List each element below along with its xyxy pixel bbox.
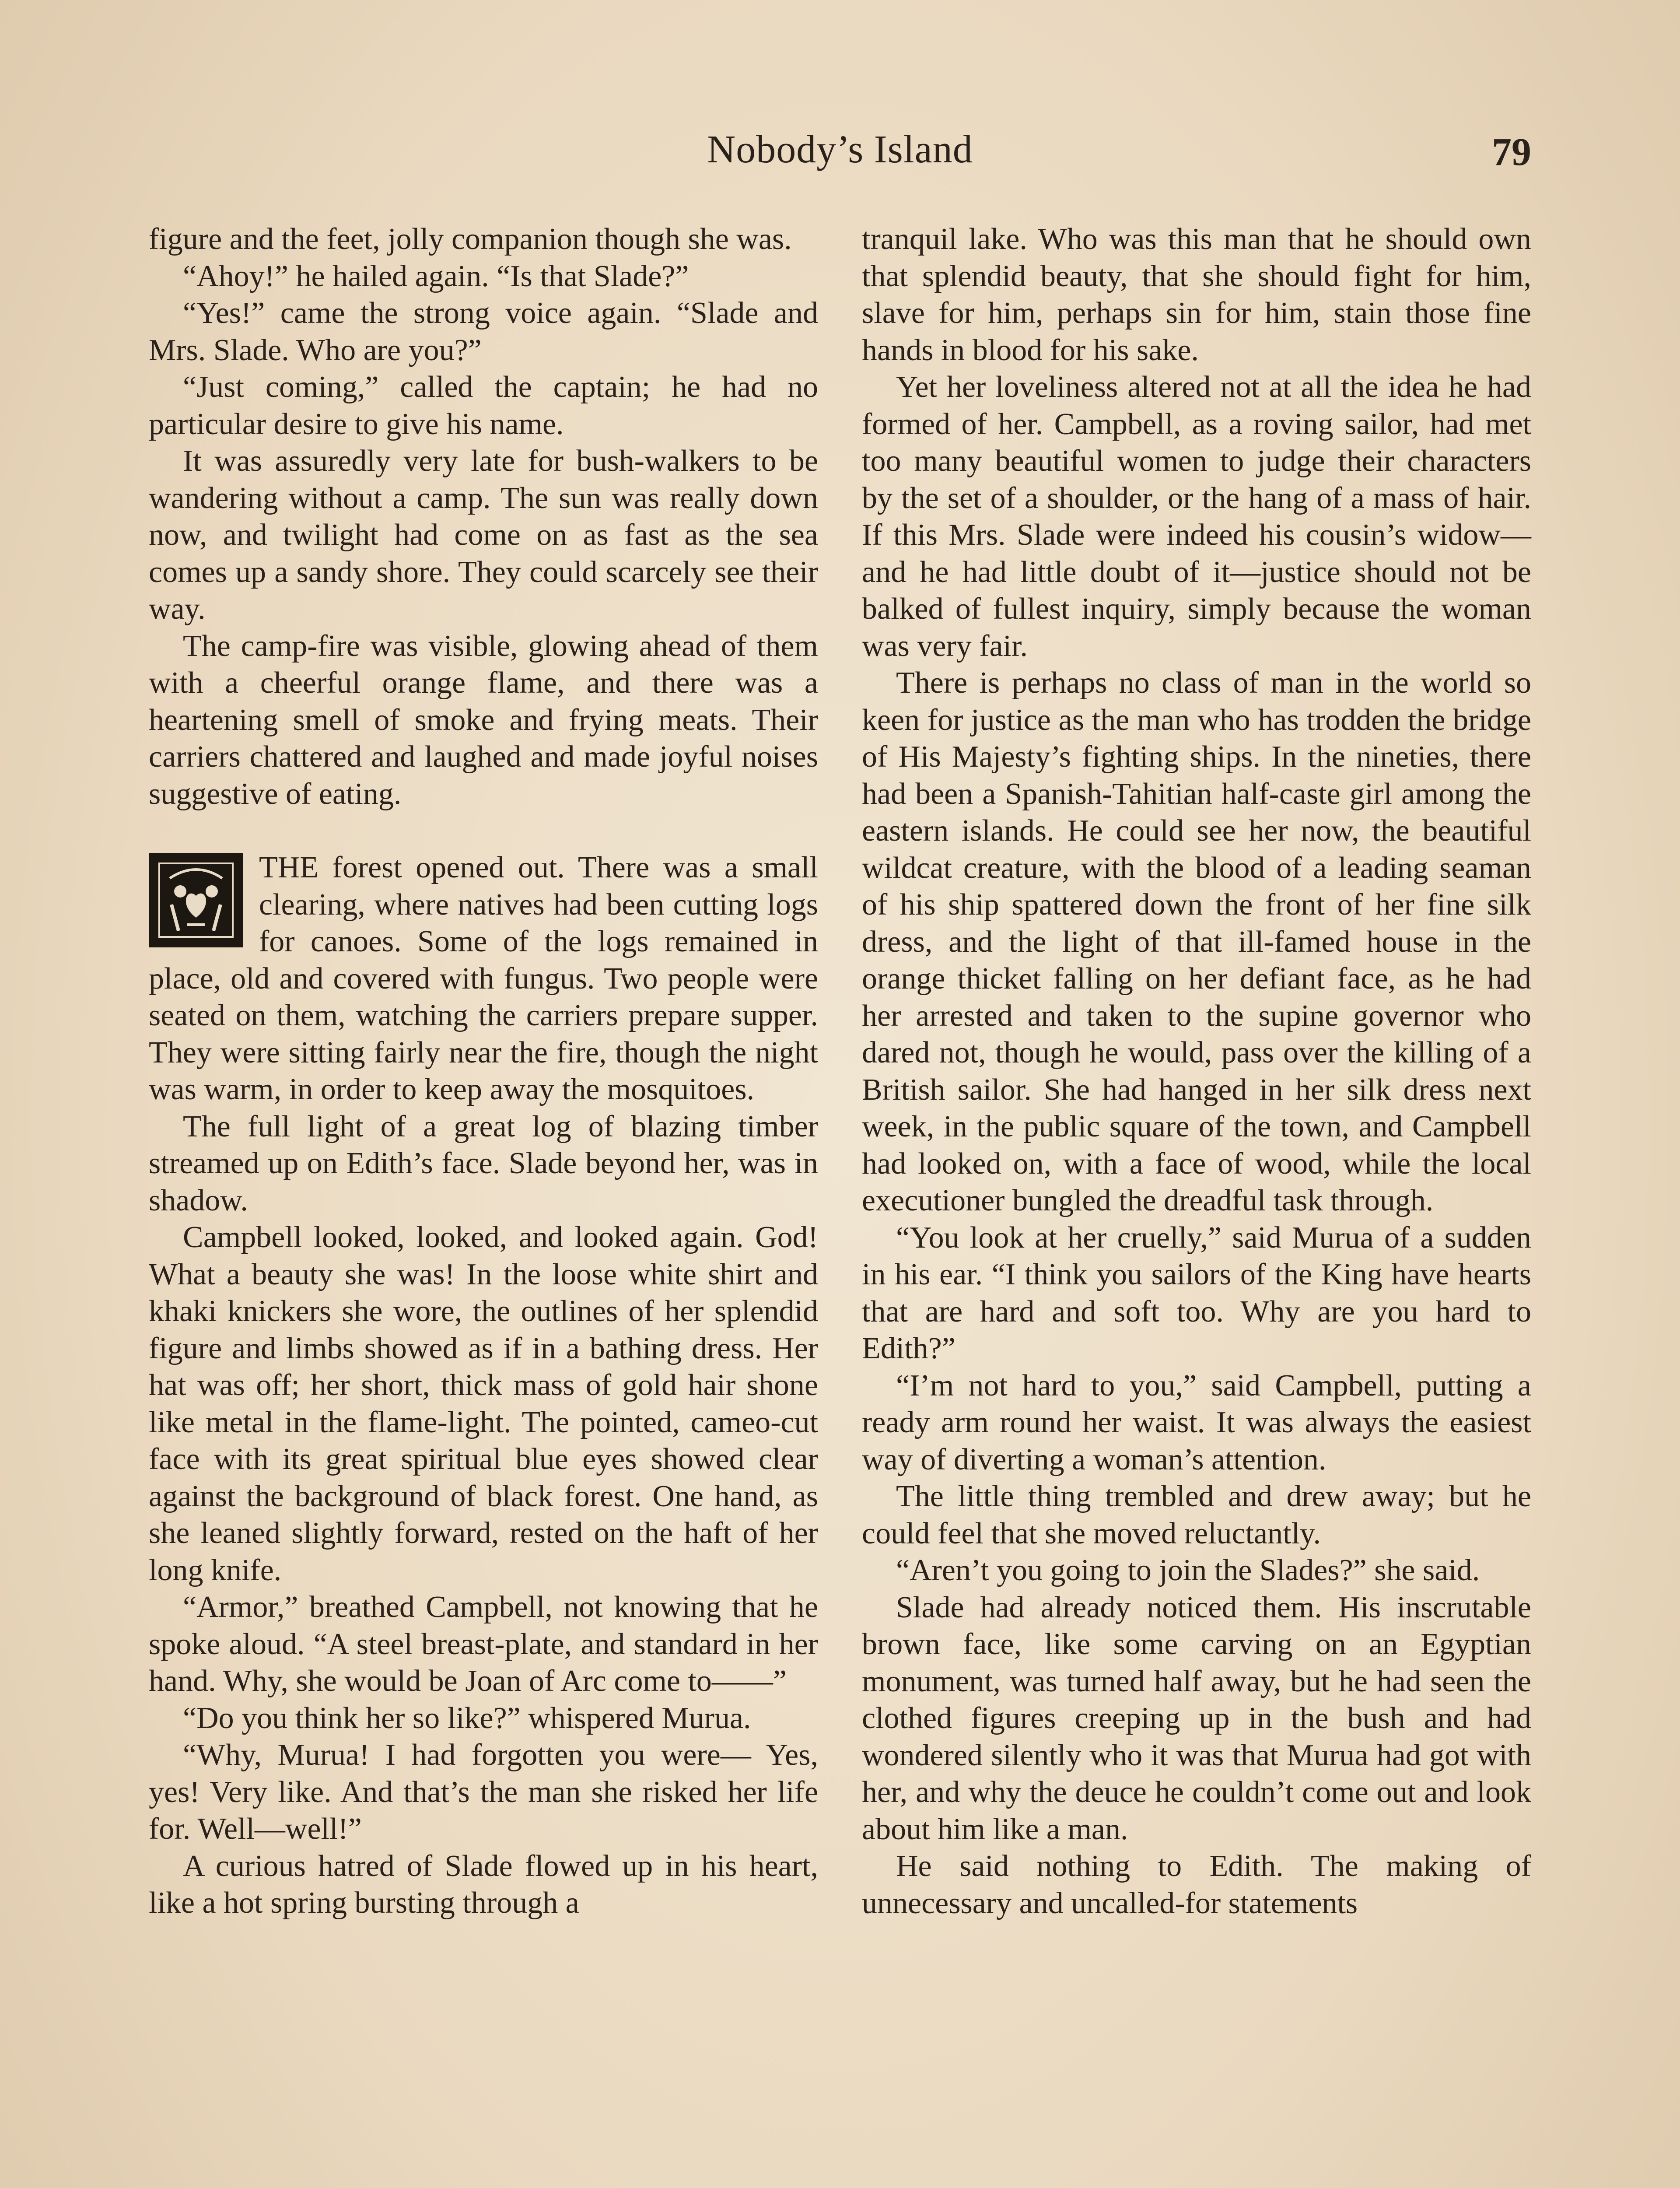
running-title: Nobody’s Island bbox=[707, 128, 973, 171]
paragraph: “Yes!” came the strong voice again. “Slade and Mrs. Slade. Who are you?” bbox=[149, 296, 818, 367]
paragraph: Campbell looked, looked, and looked again. God! What a beauty she was! In the loose white shirt and khaki knickers she wore, the outlines of her splendid figure and limbs showed as if in a bathing dress. Her hat was off; her short, thick mass of gold hair shone like metal in the flame-light. The pointed, cameo-cut face with its great spiritual blue eyes showed clear against the background of black forest. One hand, as she leaned slightly forward, rested on the haft of her long knife. bbox=[149, 1220, 818, 1587]
paragraph: It was assuredly very late for bush-walkers to be wandering without a camp. The sun was really down now, and twilight had come on as fast as the sea comes up a sandy shore. They could scarcely see their way. bbox=[149, 444, 818, 626]
paragraph: “Just coming,” called the captain; he had no particular desire to give his name. bbox=[149, 370, 818, 441]
paragraph: “Why, Murua! I had forgotten you were— Yes, yes! Very like. And that’s the man she risked her life for. Well—well!” bbox=[149, 1738, 818, 1846]
ornamental-dropcap-icon bbox=[149, 853, 243, 947]
paragraph: “Armor,” breathed Campbell, not knowing that he spoke aloud. “A steel breast-plate, and standard in her hand. Why, she would be Joan of Arc come to——” bbox=[149, 1590, 818, 1698]
paragraph: THE forest opened out. There was a small clearing, where natives had been cutting logs for canoes. Some of the logs remained in place, old and covered with fungus. Two people were seated on them, watching the carriers prepare supper. They were sitting fairly near the fire, though the night was warm, in order to keep away the mosquitoes. bbox=[149, 851, 818, 1106]
paragraph: figure and the feet, jolly companion though she was. bbox=[149, 222, 792, 256]
paragraph: “Ahoy!” he hailed again. “Is that Slade?” bbox=[183, 259, 689, 293]
paragraph: “Do you think her so like?” whispered Murua. bbox=[183, 1701, 751, 1735]
paragraph: The little thing trembled and drew away; but he could feel that she moved reluctantly. bbox=[862, 1480, 1531, 1550]
paragraph: Yet her loveliness altered not at all the idea he had formed of her. Campbell, as a roving sailor, had met too many beautiful women to judge their characters by the set of a shoulder, or the hang of a mass of hair. If this Mrs. Slade were indeed his cousin’s widow—and he had little doubt of it—justice should not be balked of fullest inquiry, simply because the woman was very fair. bbox=[862, 370, 1531, 663]
section-break bbox=[149, 813, 818, 849]
paragraph: tranquil lake. Who was this man that he should own that splendid beauty, that she should fight for him, slave for him, perhaps sin for him, stain those fine hands in blood for his sake. bbox=[862, 222, 1531, 367]
page-header bbox=[149, 127, 1531, 188]
paragraph: “You look at her cruelly,” said Murua of a sudden in his ear. “I think you sailors of the King have hearts that are hard and soft too. Why are you hard to Edith?” bbox=[862, 1220, 1531, 1365]
paragraph: The full light of a great log of blazing timber streamed up on Edith’s face. Slade beyond her, was in shadow. bbox=[149, 1109, 818, 1217]
right-column bbox=[862, 221, 1531, 1922]
page-number: 79 bbox=[1492, 130, 1531, 174]
paragraph: A curious hatred of Slade flowed up in his heart, like a hot spring bursting through a bbox=[149, 1849, 818, 1920]
paragraph: There is perhaps no class of man in the world so keen for justice as the man who has trodden the bridge of His Majesty’s fighting ships. In the nineties, there had been a Spanish-Tahitian half-caste girl among the eastern islands. He could see her now, the beautiful wildcat creature, with the blood of a leading seaman of his ship spattered down the front of her fine silk dress, and the light of that ill-famed house in the orange thicket falling on her defiant face, as he had her arrested and taken to the supine governor who dared not, though he would, pass over the killing of a British sailor. She had hanged in her silk dress next week, in the public square of the town, and Campbell had looked on, with a face of wood, while the local executioner bungled the dreadful task through. bbox=[862, 666, 1531, 1217]
paragraph: The camp-fire was visible, glowing ahead of them with a cheerful orange flame, and there was a heartening smell of smoke and frying meats. Their carriers chattered and laughed and made joyful noises suggestive of eating. bbox=[149, 629, 818, 811]
paragraph: Slade had already noticed them. His inscrutable brown face, like some carving on an Egyptian monument, was turned half away, but he had seen the clothed figures creeping up in the bush and had wondered silently who it was that Murua had got with her, and why the deuce he couldn’t come out and look about him like a man. bbox=[862, 1590, 1531, 1846]
paragraph: “I’m not hard to you,” said Campbell, putting a ready arm round her waist. It was always the easiest way of diverting a woman’s attention. bbox=[862, 1368, 1531, 1476]
left-column bbox=[149, 221, 818, 1922]
paragraph: “Aren’t you going to join the Slades?” she said. bbox=[896, 1553, 1480, 1587]
paragraph: He said nothing to Edith. The making of unnecessary and uncalled-for statements bbox=[862, 1849, 1531, 1920]
